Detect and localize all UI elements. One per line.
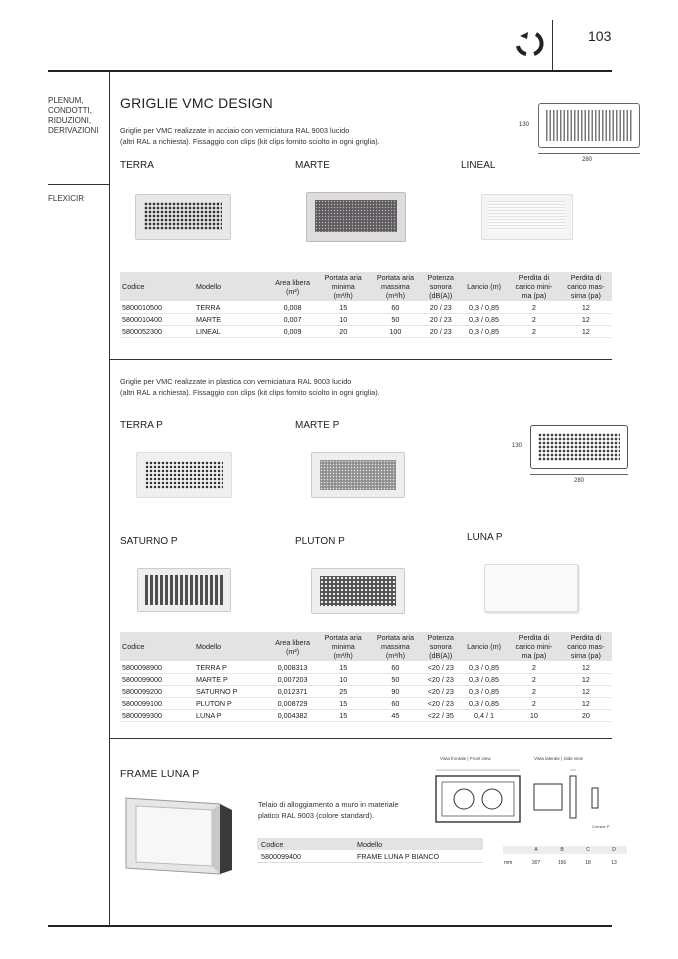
table-cell: 12 <box>560 698 612 710</box>
hdr-text: (m²) <box>285 286 300 296</box>
table-cell: 15 <box>317 662 369 674</box>
table-cell: 5800099300 <box>120 710 194 722</box>
table-cell: <20 / 23 <box>421 662 460 674</box>
table-cell: <20 / 23 <box>421 674 460 686</box>
desc-line: Telaio di alloggiamento a muro in materiale <box>258 800 399 809</box>
table-row <box>120 710 612 722</box>
col-perdita-min <box>508 632 560 662</box>
frame-model: FRAME LUNA P BIANCO <box>353 850 483 863</box>
spec-table-steel <box>120 272 612 338</box>
col-perdita-max <box>560 272 612 302</box>
table-cell: 5800099100 <box>120 698 194 710</box>
sidebar-line: RIDUZIONI, <box>48 116 92 125</box>
dim-line <box>538 153 640 154</box>
col-portata-min <box>317 272 369 302</box>
side-view-label: Vista laterale | Side view <box>534 756 583 761</box>
hdr-text: Perdita di <box>570 633 602 642</box>
hdr-text: Portata aria <box>324 273 362 282</box>
table-cell: 0,3 / 0,85 <box>460 686 508 698</box>
col-portata-max <box>369 272 421 302</box>
footer-rule <box>48 925 612 927</box>
hdr-text: (m³/h) <box>385 291 405 300</box>
hdr-text: minima <box>331 642 355 651</box>
table-cell: 60 <box>369 698 421 710</box>
table-cell: 0,3 / 0,85 <box>460 698 508 710</box>
hdr-text: Portata aria <box>376 273 414 282</box>
spec-table-plastic <box>120 632 612 722</box>
table-cell: 2 <box>508 674 560 686</box>
table-cell: 10 <box>317 314 369 326</box>
table-cell: 0,008729 <box>268 698 317 710</box>
hdr-text: carico mas- <box>567 642 605 651</box>
hdr-text: (m³/h) <box>333 291 353 300</box>
table-cell: 0,009 <box>268 326 317 338</box>
col-portata-max <box>369 632 421 662</box>
table-cell: LUNA P <box>194 710 268 722</box>
table-cell: 0,3 / 0,85 <box>460 674 508 686</box>
table-cell: 12 <box>560 686 612 698</box>
hdr-text: (dB(A)) <box>429 291 453 300</box>
col-portata-min <box>317 632 369 662</box>
hdr-text: Portata aria <box>376 633 414 642</box>
hdr-text: massima <box>381 282 410 291</box>
table-cell: 0,3 / 0,85 <box>460 662 508 674</box>
logo-icon <box>514 28 544 58</box>
section-title: GRIGLIE VMC DESIGN <box>120 95 273 111</box>
table-cell: 0,008313 <box>268 662 317 674</box>
hdr-text: (m³/h) <box>333 651 353 660</box>
frame-code: 5800099400 <box>257 850 353 863</box>
table-cell: 5800010500 <box>120 302 194 314</box>
hdr-text: (m³/h) <box>385 651 405 660</box>
table-cell: 2 <box>508 686 560 698</box>
desc-line: Griglie per VMC realizzate in plastica con verniciatura RAL 9003 lucido <box>120 377 352 386</box>
table-cell: 0,012371 <box>268 686 317 698</box>
sidebar-rule <box>48 184 109 185</box>
col-lancio: Lancio (m) <box>460 272 508 302</box>
table-row <box>120 314 612 326</box>
table-cell: 0,4 / 1 <box>460 710 508 722</box>
col-codice: Codice <box>257 838 353 850</box>
table-cell: LINEAL <box>194 326 268 338</box>
dims-value-d: 13 <box>611 860 617 866</box>
front-view-drawing <box>428 766 528 826</box>
lineal-grille-image <box>481 194 573 240</box>
dims-unit-header <box>503 846 523 854</box>
product-label-terra-p: TERRA P <box>120 420 163 431</box>
table-cell: 12 <box>560 326 612 338</box>
hdr-text: Perdita di <box>570 273 602 282</box>
hdr-text: Portata aria <box>324 633 362 642</box>
table-cell: 0,3 / 0,85 <box>460 326 508 338</box>
product-label-terra: TERRA <box>120 160 154 171</box>
table-cell: TERRA <box>194 302 268 314</box>
col-lancio: Lancio (m) <box>460 632 508 662</box>
grille-drawing <box>538 103 640 148</box>
table-cell: 90 <box>369 686 421 698</box>
hdr-text: sonora <box>429 642 452 651</box>
product-label-marte-p: MARTE P <box>295 420 340 431</box>
luna-p-grille-image <box>484 564 578 612</box>
frame-description <box>258 799 399 821</box>
dimension-drawing <box>510 96 650 166</box>
desc-line: platico RAL 9003 (colore standard). <box>258 811 374 820</box>
frame-dimensions-table <box>503 846 627 867</box>
table-cell: 2 <box>508 662 560 674</box>
product-label-saturno-p: SATURNO P <box>120 536 178 547</box>
table-cell: 0,3 / 0,85 <box>460 314 508 326</box>
table-row <box>120 662 612 674</box>
dims-unit: mm <box>504 860 513 866</box>
product-label-lineal: LINEAL <box>461 160 496 171</box>
sidebar-section-plenum <box>48 96 99 136</box>
hdr-text: ma (pa) <box>521 291 547 300</box>
table-cell: TERRA P <box>194 662 268 674</box>
pluton-p-grille-image <box>311 568 405 614</box>
table-row <box>120 698 612 710</box>
table-cell: 15 <box>317 698 369 710</box>
table-cell: 5800099200 <box>120 686 194 698</box>
dims-header-d: D <box>612 847 616 853</box>
hdr-text: Area libera <box>275 637 310 647</box>
header-divider <box>552 20 553 70</box>
table-cell: MARTE P <box>194 674 268 686</box>
hdr-text: Area libera <box>275 277 310 287</box>
marte-grille-image <box>306 192 406 242</box>
dim-width: 280 <box>582 157 593 163</box>
header-rule <box>48 70 612 72</box>
table-cell: 50 <box>369 674 421 686</box>
hdr-text: massima <box>381 642 410 651</box>
sidebar-line: PLENUM, <box>48 96 84 105</box>
table-cell: 60 <box>369 302 421 314</box>
table-cell: 0,007 <box>268 314 317 326</box>
table-cell: 0,007203 <box>268 674 317 686</box>
sidebar-line: CONDOTTI, <box>48 106 92 115</box>
hdr-text: Perdita di <box>518 633 550 642</box>
dims-value-a: 307 <box>531 860 541 866</box>
col-modello: Modello <box>194 632 268 662</box>
dims-header-b: B <box>560 847 564 853</box>
grille-drawing <box>530 425 628 469</box>
page-number: 103 <box>588 28 612 44</box>
col-modello: Modello <box>353 838 483 850</box>
desc-line: Griglie per VMC realizzate in acciaio con verniciatura RAL 9003 lucido <box>120 126 350 135</box>
table-cell: 0,3 / 0,85 <box>460 302 508 314</box>
table-cell: 2 <box>508 698 560 710</box>
table-cell: SATURNO P <box>194 686 268 698</box>
hdr-text: sima (pa) <box>570 651 601 660</box>
side-view-drawing <box>530 766 610 826</box>
table-cell: 5800098900 <box>120 662 194 674</box>
table-cell: 15 <box>317 302 369 314</box>
dims-value-c: 18 <box>585 860 591 866</box>
table-cell: 25 <box>317 686 369 698</box>
col-perdita-min <box>508 272 560 302</box>
dim-height: 130 <box>519 122 530 128</box>
table-cell: 15 <box>317 710 369 722</box>
table-cell: MARTE <box>194 314 268 326</box>
table-cell: 5800052300 <box>120 326 194 338</box>
table-row <box>120 674 612 686</box>
col-codice: Codice <box>120 632 194 662</box>
hdr-text: sima (pa) <box>570 291 601 300</box>
table-row <box>120 302 612 314</box>
hdr-text: ma (pa) <box>521 651 547 660</box>
saturno-p-grille-image <box>137 568 231 612</box>
table-cell: 2 <box>508 314 560 326</box>
col-area <box>268 272 317 302</box>
frame-luna-p-image <box>120 792 240 880</box>
section2-description <box>120 376 380 398</box>
table-cell: 20 <box>317 326 369 338</box>
terra-grille-image <box>135 194 231 240</box>
table-cell: 45 <box>369 710 421 722</box>
table-row <box>120 326 612 338</box>
dim-height: 130 <box>512 443 523 449</box>
table-cell: 100 <box>369 326 421 338</box>
hdr-text: Perdita di <box>518 273 550 282</box>
desc-line: (altri RAL a richiesta). Fissaggio con clips (kit clips fornito sciolto in ogni griglia). <box>120 137 380 146</box>
table-cell: 2 <box>508 302 560 314</box>
hdr-text: carico mini- <box>515 642 553 651</box>
sidebar-divider <box>109 71 110 926</box>
table-cell: 20 / 23 <box>421 314 460 326</box>
marte-p-grille-image <box>311 452 405 498</box>
hdr-text: sonora <box>429 282 452 291</box>
hdr-text: minima <box>331 282 355 291</box>
table-cell: 12 <box>560 302 612 314</box>
product-label-pluton-p: PLUTON P <box>295 536 345 547</box>
section-description <box>120 125 380 147</box>
table-cell: 2 <box>508 326 560 338</box>
dims-header-c: C <box>586 847 590 853</box>
dims-header-a: A <box>534 847 538 853</box>
table-cell: 0,004382 <box>268 710 317 722</box>
table-cell: 10 <box>508 710 560 722</box>
table-cell: 20 / 23 <box>421 302 460 314</box>
table-cell: 12 <box>560 662 612 674</box>
table-cell: 5800099000 <box>120 674 194 686</box>
section-rule-2 <box>110 738 612 739</box>
table-cell: 12 <box>560 674 612 686</box>
table-cell: 0,008 <box>268 302 317 314</box>
front-view-label: Vista frontale | Front view <box>440 756 491 761</box>
terra-p-grille-image <box>136 452 232 498</box>
table-cell: <20 / 23 <box>421 686 460 698</box>
table-cell: <20 / 23 <box>421 698 460 710</box>
desc-line: (altri RAL a richiesta). Fissaggio con clips (kit clips fornito sciolto in ogni griglia). <box>120 388 380 397</box>
section-rule <box>110 359 612 360</box>
dim-width: 280 <box>574 478 585 484</box>
table-cell: PLUTON P <box>194 698 268 710</box>
product-label-luna-p: LUNA P <box>467 532 503 543</box>
table-cell: 50 <box>369 314 421 326</box>
table-cell: 5800010400 <box>120 314 194 326</box>
hdr-text: Potenza <box>427 633 454 642</box>
col-perdita-max <box>560 632 612 662</box>
table-cell: 60 <box>369 662 421 674</box>
hdr-text: carico mas- <box>567 282 605 291</box>
product-label-marte: MARTE <box>295 160 330 171</box>
dim-line <box>530 474 628 475</box>
col-modello: Modello <box>194 272 268 302</box>
table-row <box>120 686 612 698</box>
hdr-text: Potenza <box>427 273 454 282</box>
table-cell: 20 <box>560 710 612 722</box>
table-cell: <22 / 35 <box>421 710 460 722</box>
dims-value-b: 156 <box>557 860 567 866</box>
hdr-text: (dB(A)) <box>429 651 453 660</box>
col-area <box>268 632 317 662</box>
col-codice: Codice <box>120 272 194 302</box>
table-cell: 20 / 23 <box>421 326 460 338</box>
hdr-text: (m²) <box>285 646 300 656</box>
dimension-drawing-2 <box>506 418 646 488</box>
cornice-label: Cornice P <box>592 824 610 829</box>
sidebar-section-flexicir: FLEXICIR <box>48 194 85 203</box>
hdr-text: carico mini- <box>515 282 553 291</box>
col-potenza <box>421 632 460 662</box>
frame-title: FRAME LUNA P <box>120 768 200 780</box>
col-potenza <box>421 272 460 302</box>
table-cell: 10 <box>317 674 369 686</box>
sidebar-line: DERIVAZIONI <box>48 126 99 135</box>
table-cell: 12 <box>560 314 612 326</box>
